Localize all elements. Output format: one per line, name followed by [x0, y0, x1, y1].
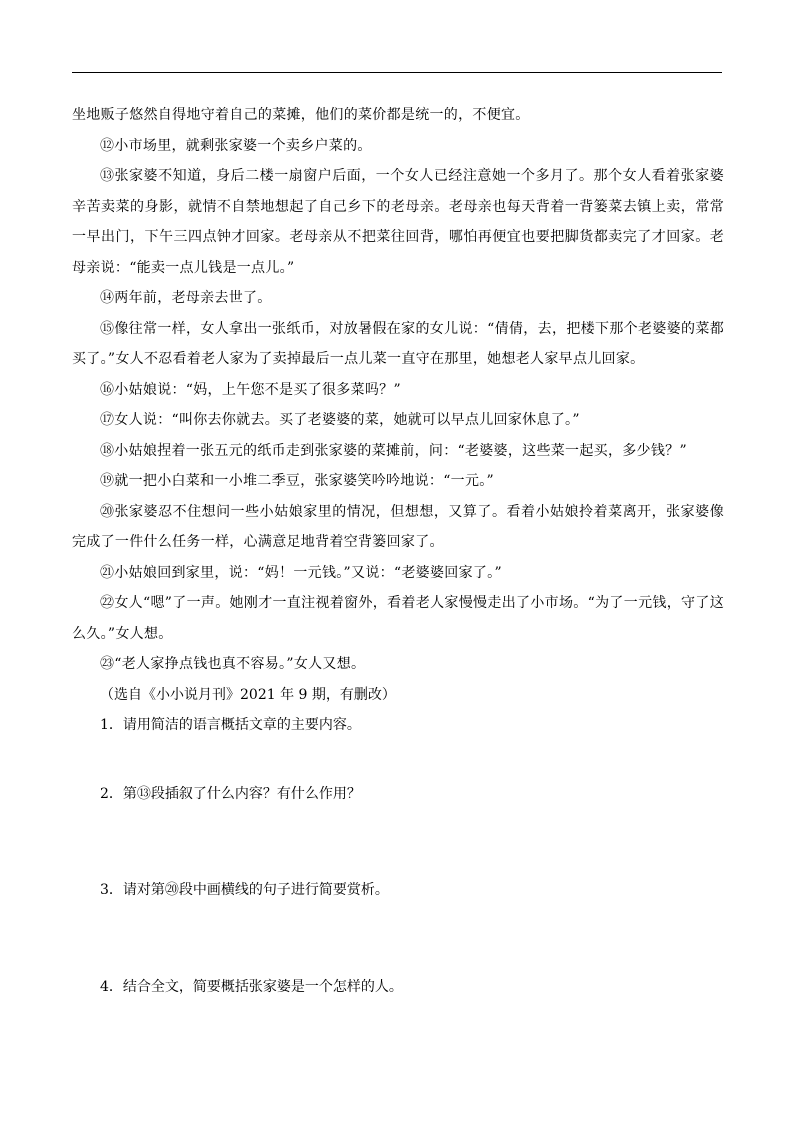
paragraph-23: ㉓“老人家挣点钱也真不容易。”女人又想。 — [100, 656, 366, 672]
question-3: 3．请对第⑳段中画横线的句子进行简要赏析。 — [100, 882, 389, 898]
paragraph-22: ㉒女人“嗯”了一声。她刚才一直注视着窗外，看着老人家慢慢走出了小市场。“为了一元钱，守了这么久。”女人想。 — [72, 595, 724, 642]
paragraph-19: ⑲就一把小白菜和一小堆二季豆，张家婆笑吟吟地说：“一元。” — [100, 473, 495, 489]
document-body — [72, 100, 724, 1002]
source-citation: （选自《小小说月刊》2021 年 9 期，有删改） — [100, 686, 396, 703]
question-2: 2．第⑬段插叙了什么内容？有什么作用？ — [100, 785, 361, 802]
paragraph-continued: 坐地贩子悠然自得地守着自己的菜摊，他们的菜价都是统一的，不便宜。 — [72, 107, 530, 123]
paragraph-15: ⑮像往常一样，女人拿出一张纸币，对放暑假在家的女儿说：“倩倩，去，把楼下那个老婆婆的菜都买了。”女人不忍看着老人家为了卖掉最后一点儿菜一直守在那里，她想老人家早点儿回家。 — [72, 320, 724, 367]
paragraph-20: ⑳张家婆忍不住想问一些小姑娘家里的情况，但想想，又算了。看着小姑娘拎着菜离开，张家婆像完成了一件什么任务一样，心满意足地背着空背篓回家了。 — [72, 503, 724, 550]
question-1: 1．请用简洁的语言概括文章的主要内容。 — [100, 717, 361, 733]
paragraph-12: ⑫小市场里，就剩张家婆一个卖乡户菜的。 — [100, 137, 372, 154]
paragraph-13: ⑬张家婆不知道，身后二楼一扇窗户后面，一个女人已经注意她一个多月了。那个女人看着张家婆辛苦卖菜的身影，就情不自禁地想起了自己乡下的老母亲。老母亲也每天背着一背篓菜去镇上卖，常常一早出门，下午三四点钟才回家。老母亲从不把菜往回背，哪怕再便宜也要把脚货都卖完了才回家。老母亲说：“能卖一点儿钱是一点儿。” — [72, 168, 724, 276]
paragraph-14: ⑭两年前，老母亲去世了。 — [100, 290, 272, 306]
paragraph-16: ⑯小姑娘说：“妈，上午您不是买了很多菜吗？” — [100, 381, 401, 398]
paragraph-18: ⑱小姑娘捏着一张五元的纸币走到张家婆的菜摊前，问：“老婆婆，这些菜一起买，多少钱？” — [100, 442, 687, 459]
header-rule — [72, 72, 722, 73]
paragraph-21: ㉑小姑娘回到家里，说：“妈！一元钱。”又说：“老婆婆回家了。” — [100, 564, 502, 581]
paragraph-17: ⑰女人说：“叫你去你就去。买了老婆婆的菜，她就可以早点儿回家休息了。” — [100, 412, 580, 428]
question-4: 4．结合全文，简要概括张家婆是一个怎样的人。 — [100, 978, 403, 995]
